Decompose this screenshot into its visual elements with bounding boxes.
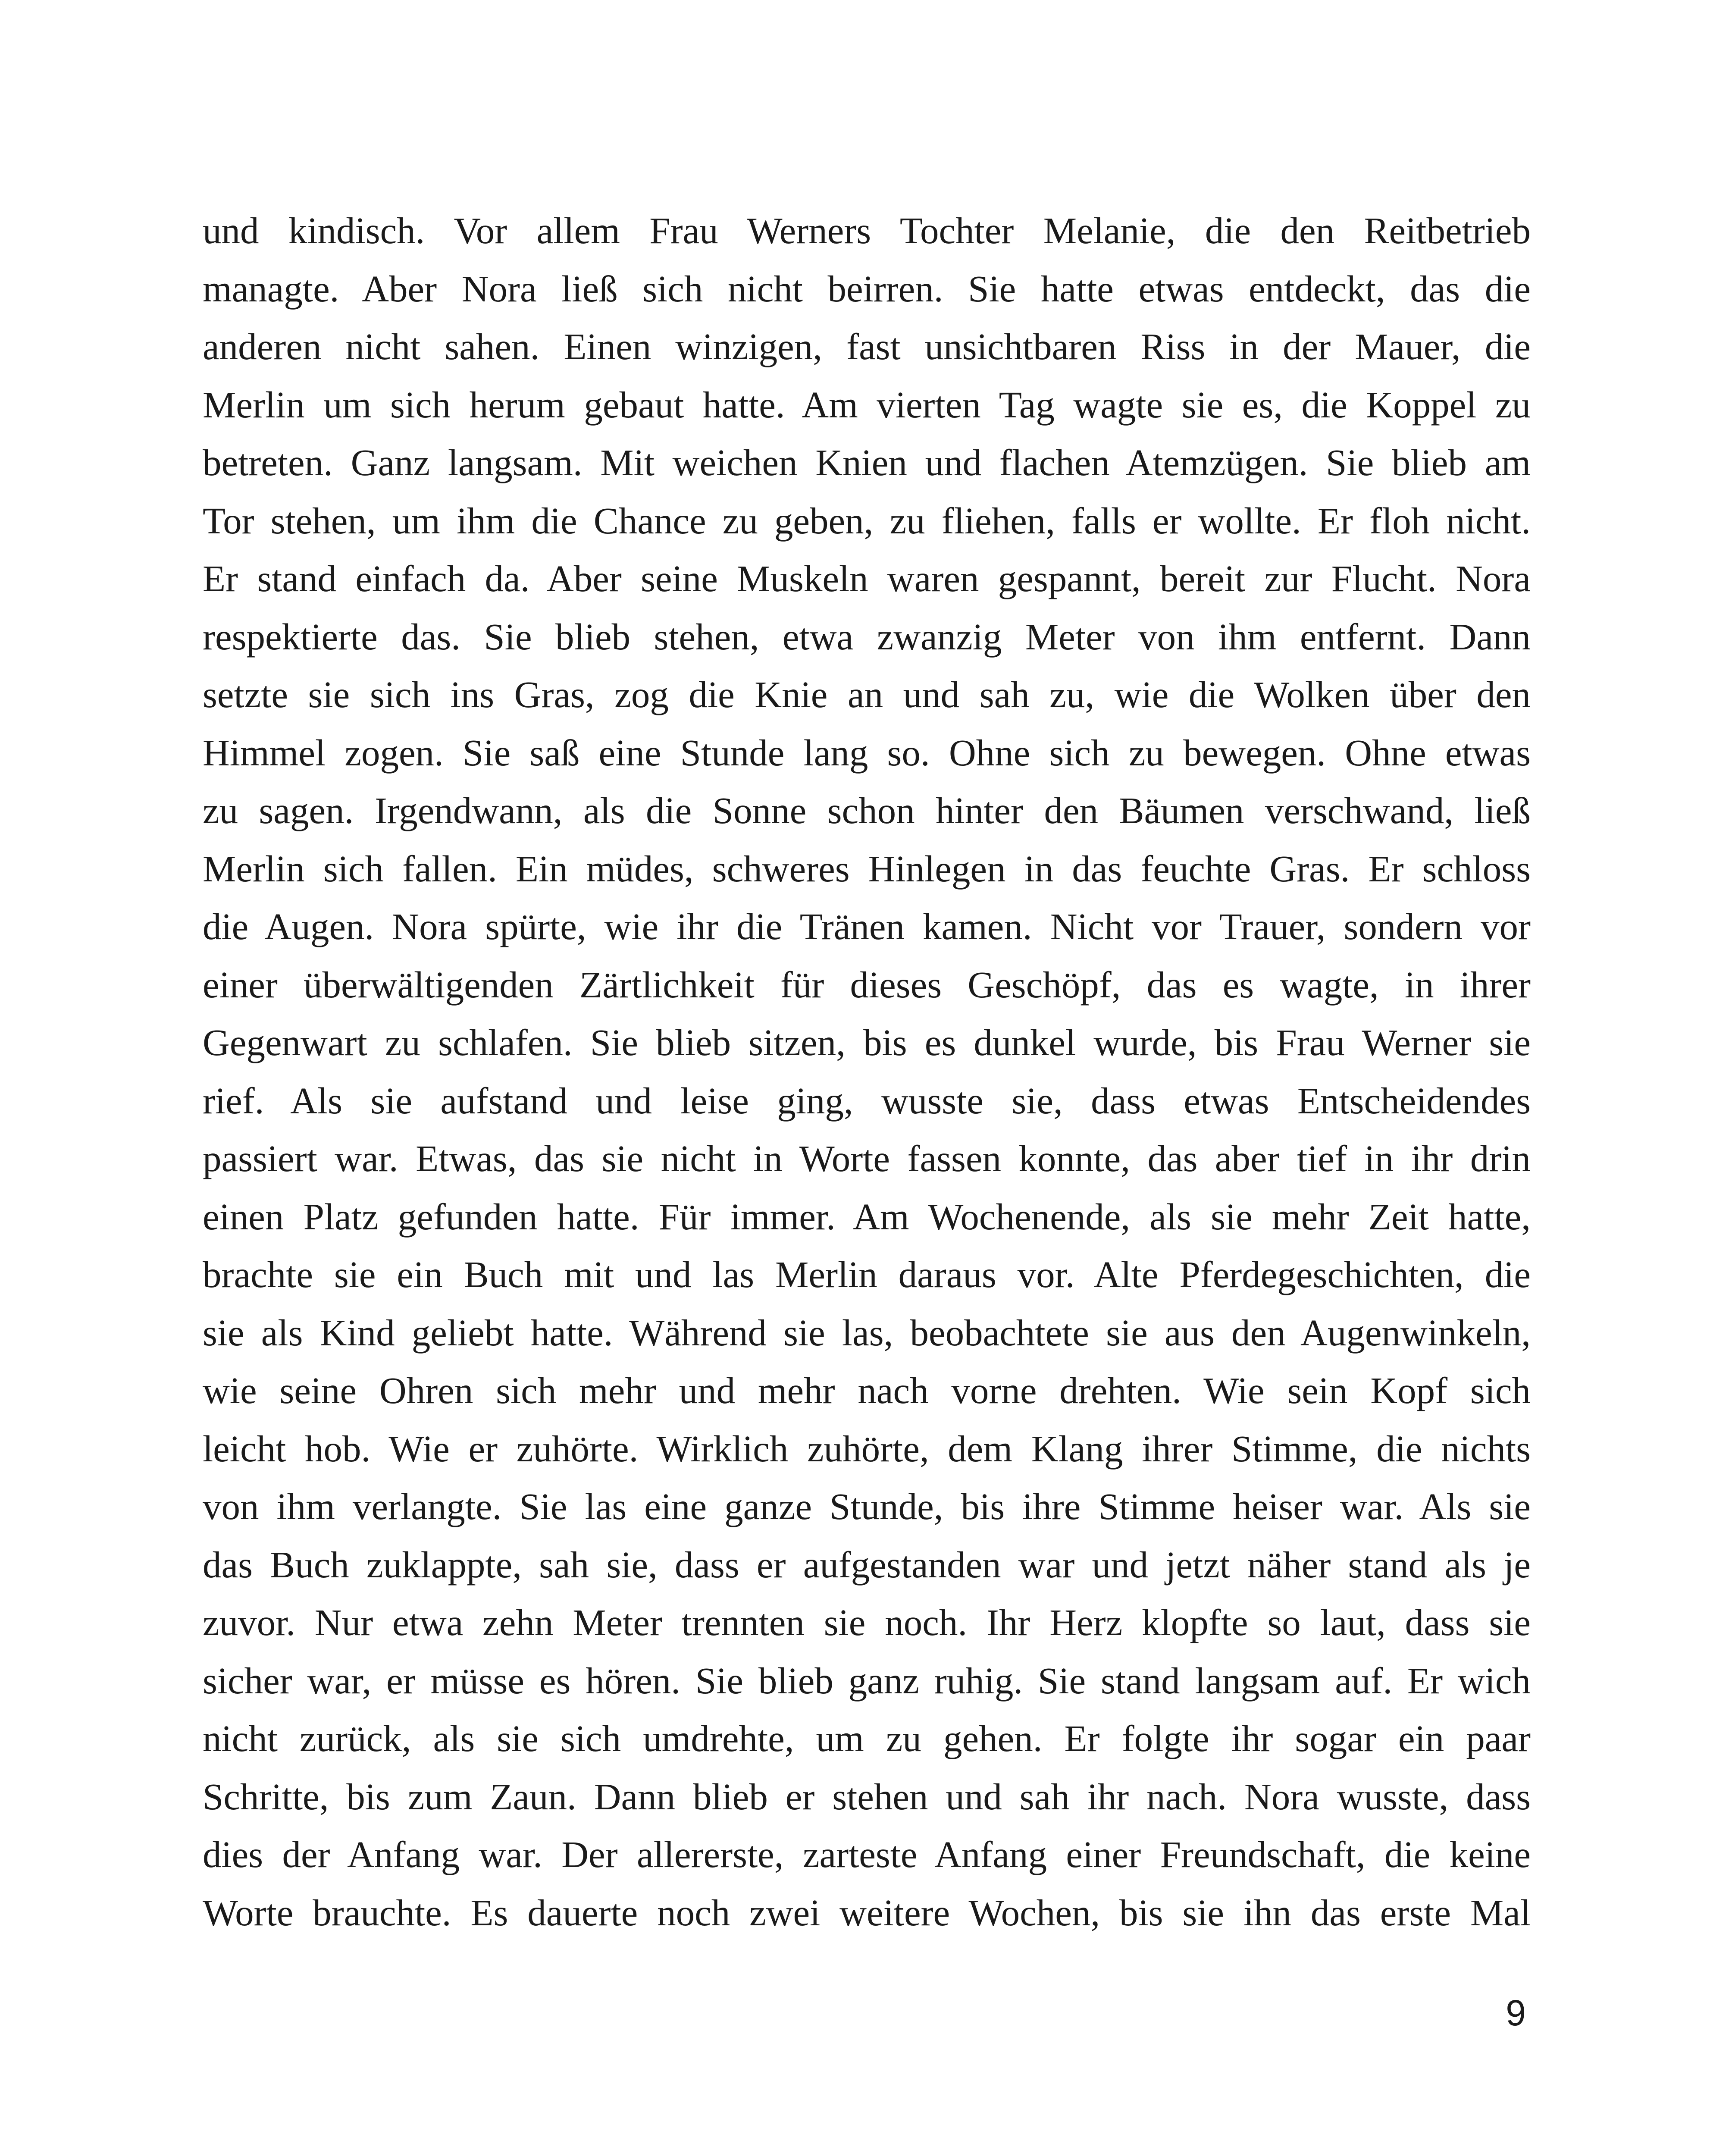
text-line: setzte sie sich ins Gras, zog die Knie an und sah zu, wie die Wolken über den <box>203 674 1531 715</box>
text-line: einer überwältigenden Zärtlichkeit für dieses Geschöpf, das es wagte, in ihrer <box>203 963 1531 1006</box>
body-text <box>203 202 1531 1942</box>
text-line: anderen nicht sahen. Einen winzigen, fast unsichtbaren Riss in der Mauer, die <box>203 326 1531 367</box>
text-line: Merlin um sich herum gebaut hatte. Am vierten Tag wagte sie es, die Koppel zu <box>203 383 1531 426</box>
text-line: sicher war, er müsse es hören. Sie blieb ganz ruhig. Sie stand langsam auf. Er wich <box>203 1659 1531 1702</box>
text-line: managte. Aber Nora ließ sich nicht beirren. Sie hatte etwas entdeckt, das die <box>203 267 1531 310</box>
text-line: Tor stehen, um ihm die Chance zu geben, zu fliehen, falls er wollte. Er floh nicht. <box>203 499 1531 542</box>
text-line: und kindisch. Vor allem Frau Werners Tochter Melanie, die den Reitbetrieb <box>203 210 1531 251</box>
text-line: Worte brauchte. Es dauerte noch zwei weitere Wochen, bis sie ihn das erste Mal <box>203 1891 1531 1934</box>
text-line: einen Platz gefunden hatte. Für immer. Am Wochenende, als sie mehr Zeit hatte, <box>203 1195 1531 1238</box>
text-line: zuvor. Nur etwa zehn Meter trennten sie noch. Ihr Herz klopfte so laut, dass sie <box>203 1601 1531 1643</box>
text-line: Er stand einfach da. Aber seine Muskeln waren gespannt, bereit zur Flucht. Nora <box>203 558 1531 599</box>
text-line: betreten. Ganz langsam. Mit weichen Knien und flachen Atemzügen. Sie blieb am <box>203 442 1531 483</box>
text-line: dies der Anfang war. Der allererste, zarteste Anfang einer Freundschaft, die keine <box>203 1833 1531 1875</box>
page-number: 9 <box>1506 1993 1526 2033</box>
text-line: leicht hob. Wie er zuhörte. Wirklich zuhörte, dem Klang ihrer Stimme, die nichts <box>203 1427 1531 1470</box>
text-line: sie als Kind geliebt hatte. Während sie las, beobachtete sie aus den Augenwinkeln, <box>203 1311 1531 1354</box>
text-line: wie seine Ohren sich mehr und mehr nach vorne drehten. Wie sein Kopf sich <box>203 1369 1531 1411</box>
text-line: passiert war. Etwas, das sie nicht in Worte fassen konnte, das aber tief in ihr drin <box>203 1138 1531 1179</box>
text-line: zu sagen. Irgendwann, als die Sonne schon hinter den Bäumen verschwand, ließ <box>203 790 1531 831</box>
text-line: Merlin sich fallen. Ein müdes, schweres Hinlegen in das feuchte Gras. Er schloss <box>203 847 1531 890</box>
text-line: das Buch zuklappte, sah sie, dass er aufgestanden war und jetzt näher stand als je <box>203 1543 1531 1586</box>
text-line: respektierte das. Sie blieb stehen, etwa zwanzig Meter von ihm entfernt. Dann <box>203 615 1531 658</box>
text-line: Himmel zogen. Sie saß eine Stunde lang so. Ohne sich zu bewegen. Ohne etwas <box>203 731 1531 774</box>
text-line: brachte sie ein Buch mit und las Merlin daraus vor. Alte Pferdegeschichten, die <box>203 1253 1531 1295</box>
text-line: rief. Als sie aufstand und leise ging, wusste sie, dass etwas Entscheidendes <box>203 1079 1531 1122</box>
text-line: die Augen. Nora spürte, wie ihr die Tränen kamen. Nicht vor Trauer, sondern vor <box>203 906 1531 947</box>
text-line: von ihm verlangte. Sie las eine ganze Stunde, bis ihre Stimme heiser war. Als sie <box>203 1485 1531 1527</box>
text-line: Schritte, bis zum Zaun. Dann blieb er stehen und sah ihr nach. Nora wusste, dass <box>203 1775 1531 1818</box>
text-line: nicht zurück, als sie sich umdrehte, um zu gehen. Er folgte ihr sogar ein paar <box>203 1717 1531 1759</box>
text-line: Gegenwart zu schlafen. Sie blieb sitzen, bis es dunkel wurde, bis Frau Werner sie <box>203 1022 1531 1063</box>
